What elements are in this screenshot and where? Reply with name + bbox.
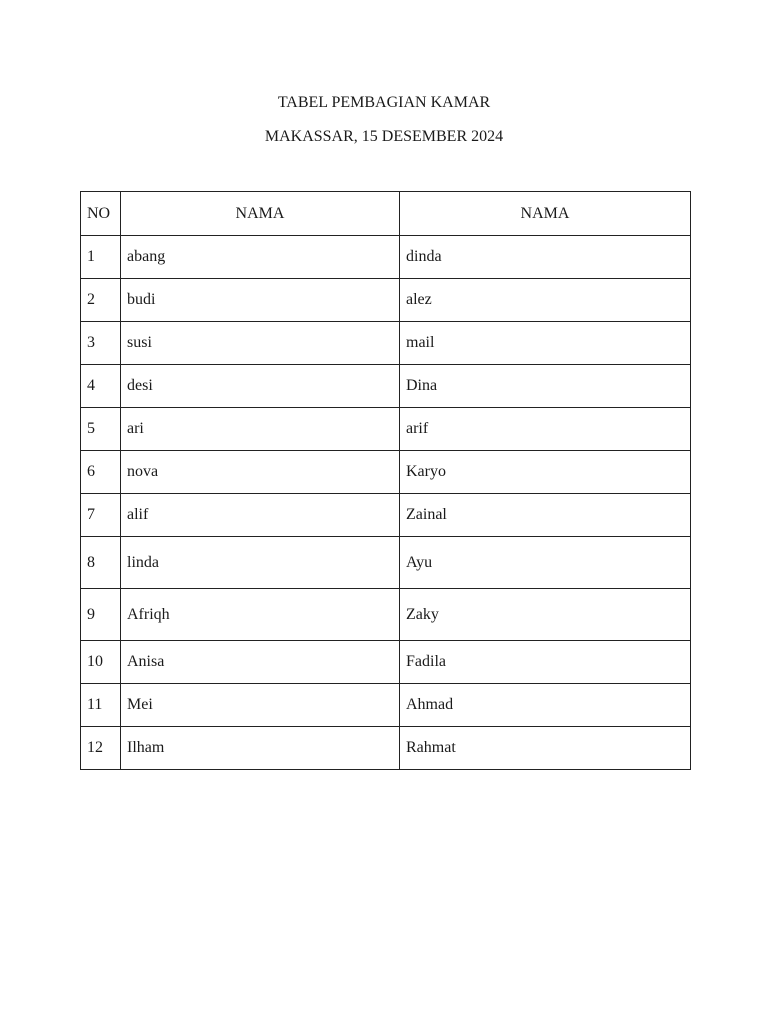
cell-name-a: nova xyxy=(121,451,400,494)
cell-name-a: alif xyxy=(121,494,400,537)
cell-name-b: alez xyxy=(400,279,691,322)
cell-name-a: susi xyxy=(121,322,400,365)
table-row xyxy=(81,451,691,494)
cell-name-a: abang xyxy=(121,236,400,279)
cell-name-a: Afriqh xyxy=(121,589,400,641)
cell-name-a: linda xyxy=(121,537,400,589)
table-row xyxy=(81,641,691,684)
cell-no: 2 xyxy=(81,279,121,322)
table-row xyxy=(81,279,691,322)
cell-no: 5 xyxy=(81,408,121,451)
document-subtitle: MAKASSAR, 15 DESEMBER 2024 xyxy=(264,128,504,145)
cell-name-b: mail xyxy=(400,322,691,365)
table-row xyxy=(81,236,691,279)
cell-no: 9 xyxy=(81,589,121,641)
cell-no: 6 xyxy=(81,451,121,494)
cell-no: 11 xyxy=(81,684,121,727)
table-row xyxy=(81,537,691,589)
cell-name-b: Rahmat xyxy=(400,727,691,770)
cell-name-b: Dina xyxy=(400,365,691,408)
table-row xyxy=(81,684,691,727)
table-row xyxy=(81,589,691,641)
room-allocation-table xyxy=(80,191,691,770)
cell-name-b: Zainal xyxy=(400,494,691,537)
cell-name-a: desi xyxy=(121,365,400,408)
cell-name-b: Karyo xyxy=(400,451,691,494)
document-title: TABEL PEMBAGIAN KAMAR xyxy=(277,94,491,111)
table-row xyxy=(81,727,691,770)
header-name-b: NAMA xyxy=(400,192,691,236)
table-header-row xyxy=(81,192,691,236)
table-row xyxy=(81,365,691,408)
header-name-a: NAMA xyxy=(121,192,400,236)
cell-name-a: Ilham xyxy=(121,727,400,770)
cell-name-b: Ayu xyxy=(400,537,691,589)
cell-no: 1 xyxy=(81,236,121,279)
table-row xyxy=(81,408,691,451)
table-row xyxy=(81,322,691,365)
header-no: NO xyxy=(81,192,121,236)
cell-name-a: ari xyxy=(121,408,400,451)
cell-name-b: Zaky xyxy=(400,589,691,641)
cell-name-a: Mei xyxy=(121,684,400,727)
cell-name-b: Ahmad xyxy=(400,684,691,727)
cell-no: 10 xyxy=(81,641,121,684)
cell-name-b: arif xyxy=(400,408,691,451)
cell-name-b: Fadila xyxy=(400,641,691,684)
cell-name-a: Anisa xyxy=(121,641,400,684)
table-row xyxy=(81,494,691,537)
cell-name-b: dinda xyxy=(400,236,691,279)
cell-no: 4 xyxy=(81,365,121,408)
cell-no: 8 xyxy=(81,537,121,589)
cell-no: 12 xyxy=(81,727,121,770)
cell-no: 7 xyxy=(81,494,121,537)
cell-no: 3 xyxy=(81,322,121,365)
cell-name-a: budi xyxy=(121,279,400,322)
